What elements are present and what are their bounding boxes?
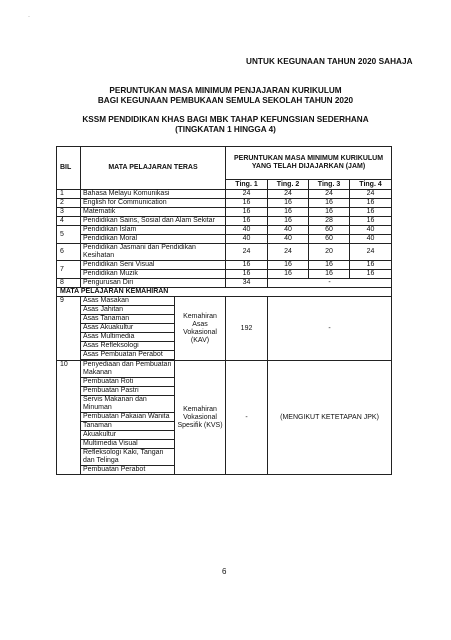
bil-cell: 4	[57, 217, 81, 226]
section-row	[57, 288, 392, 297]
value-cell: 16	[350, 261, 392, 270]
page-number: 6	[222, 567, 227, 576]
table-row	[57, 270, 392, 279]
bil-cell: 7	[57, 261, 81, 279]
value-cell: 16	[309, 199, 350, 208]
value-cell: 40	[226, 235, 268, 244]
value-cell: 24	[268, 244, 309, 261]
skill-item: Asas Tanaman	[81, 315, 175, 324]
skill-item: Asas Jahitan	[81, 306, 175, 315]
value-cell: 16	[226, 217, 268, 226]
skill-category: Kemahiran Vokasional Spesifik (KVS)	[175, 361, 226, 475]
value-cell: 16	[268, 208, 309, 217]
skill-item: Penyediaan dan Pembuatan Makanan	[81, 361, 175, 378]
subject-cell: Pendidikan Seni Visual	[81, 261, 226, 270]
value-cell: 28	[309, 217, 350, 226]
grade-ting-2: Ting. 2	[268, 180, 309, 190]
table-row	[57, 244, 392, 261]
value-cell: 40	[350, 226, 392, 235]
skill-value: 192	[226, 297, 268, 361]
value-cell: 16	[226, 270, 268, 279]
subject-cell: Pendidikan Sains, Sosial dan Alam Sekitar	[81, 217, 226, 226]
subject-cell: Pendidikan Jasmani dan Pendidikan Kesihatan	[81, 244, 226, 261]
value-cell: 16	[268, 261, 309, 270]
skill-item: Pembuatan Pakaian Wanita	[81, 413, 175, 422]
value-cell: 20	[309, 244, 350, 261]
value-cell: 24	[226, 244, 268, 261]
value-cell: 40	[226, 226, 268, 235]
subject-cell: Pendidikan Muzik	[81, 270, 226, 279]
value-cell: 16	[268, 270, 309, 279]
subject-cell: Pendidikan Moral	[81, 235, 226, 244]
subject-cell: English for Communication	[81, 199, 226, 208]
table-row	[57, 235, 392, 244]
value-cell: 16	[309, 270, 350, 279]
skill-item: Multimedia Visual	[81, 440, 175, 449]
skill-value: -	[226, 361, 268, 475]
skill-item: Asas Akuakultur	[81, 324, 175, 333]
skill-category: Kemahiran Asas Vokasional (KAV)	[175, 297, 226, 361]
section-kemahiran: MATA PELAJARAN KEMAHIRAN	[57, 288, 392, 297]
bil-cell: 2	[57, 199, 81, 208]
grade-ting-1: Ting. 1	[226, 180, 268, 190]
bil-cell: 6	[57, 244, 81, 261]
value-cell: 34	[226, 279, 268, 288]
header-time: PERUNTUKAN MASA MINIMUM KURIKULUM YANG TELAH DIJAJARKAN (JAM)	[226, 147, 392, 180]
value-cell: 40	[350, 235, 392, 244]
value-cell: 16	[226, 208, 268, 217]
skill-item: Akuakultur	[81, 431, 175, 440]
value-cell: 16	[350, 208, 392, 217]
title-line-2: BAGI KEGUNAAN PEMBUKAAN SEMULA SEKOLAH TAHUN 2020	[97, 96, 354, 105]
list-item	[57, 297, 392, 306]
value-cell: 24	[268, 190, 309, 199]
value-cell: 24	[309, 190, 350, 199]
header-subject: MATA PELAJARAN TERAS	[81, 147, 226, 190]
table-row	[57, 199, 392, 208]
value-cell: 16	[350, 199, 392, 208]
value-cell: 40	[268, 235, 309, 244]
subject-cell: Matematik	[81, 208, 226, 217]
skill-item: Refleksologi Kaki, Tangan dan Telinga	[81, 449, 175, 466]
value-cell: 16	[268, 217, 309, 226]
title-line-4: (TINGKATAN 1 HINGGA 4)	[175, 125, 276, 134]
subject-cell: Pengurusan Diri	[81, 279, 226, 288]
header-bil: BIL	[57, 147, 81, 190]
skill-rest: (MENGIKUT KETETAPAN JPK)	[268, 361, 392, 475]
value-cell: 16	[309, 261, 350, 270]
skill-item: Pembuatan Pastri	[81, 387, 175, 396]
bil-cell: 5	[57, 226, 81, 244]
header-row	[57, 147, 392, 180]
bil-cell: 8	[57, 279, 81, 288]
value-cell: 24	[350, 190, 392, 199]
value-cell: 16	[350, 270, 392, 279]
value-cell: 16	[226, 199, 268, 208]
subject-cell: Bahasa Melayu Komunikasi	[81, 190, 226, 199]
value-cell: 24	[350, 244, 392, 261]
scan-mark: ·	[28, 14, 30, 20]
subject-cell: Pendidikan Islam	[81, 226, 226, 235]
table-row	[57, 208, 392, 217]
value-cell: 16	[309, 208, 350, 217]
value-cell: 16	[268, 199, 309, 208]
skill-item: Asas Multimedia	[81, 333, 175, 342]
value-cell-merged: -	[268, 279, 392, 288]
value-cell: 60	[309, 235, 350, 244]
table-row	[57, 261, 392, 270]
table-row	[57, 279, 392, 288]
value-cell: 16	[226, 261, 268, 270]
bil-cell: 3	[57, 208, 81, 217]
value-cell: 40	[268, 226, 309, 235]
skill-item: Servis Makanan dan Minuman	[81, 396, 175, 413]
table-row	[57, 190, 392, 199]
list-item	[57, 361, 392, 378]
value-cell: 24	[226, 190, 268, 199]
value-cell: 16	[350, 217, 392, 226]
bil-cell: 9	[57, 297, 81, 361]
table-row	[57, 217, 392, 226]
title-line-1: PERUNTUKAN MASA MINIMUM PENJAJARAN KURIKULUM	[109, 86, 342, 95]
skill-rest: -	[268, 297, 392, 361]
time-allocation-table	[56, 146, 392, 475]
skill-item: Asas Pembuatan Perabot	[81, 351, 175, 360]
bil-cell: 10	[57, 361, 81, 475]
usage-note: UNTUK KEGUNAAN TAHUN 2020 SAHAJA	[246, 57, 413, 66]
skill-item: Pembuatan Perabot	[81, 466, 175, 475]
skill-item: Asas Refleksologi	[81, 342, 175, 351]
skill-item: Pembuatan Roti	[81, 378, 175, 387]
grade-ting-3: Ting. 3	[309, 180, 350, 190]
grade-ting-4: Ting. 4	[350, 180, 392, 190]
value-cell: 60	[309, 226, 350, 235]
title-line-3: KSSM PENDIDIKAN KHAS BAGI MBK TAHAP KEFUNGSIAN SEDERHANA	[82, 115, 369, 124]
skill-item: Tanaman	[81, 422, 175, 431]
table-row	[57, 226, 392, 235]
skill-item: Asas Masakan	[81, 297, 175, 306]
bil-cell: 1	[57, 190, 81, 199]
